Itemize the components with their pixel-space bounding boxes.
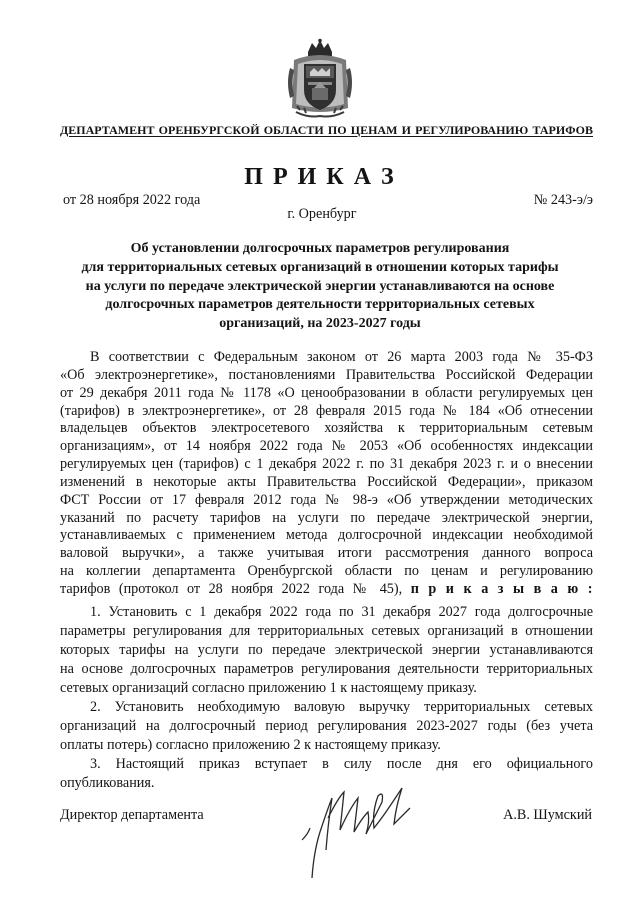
preamble-last-text: тарифов (протокол от 28 ноября 2022 года № 45),: [60, 580, 403, 597]
document-number: № 243-э/э: [533, 192, 593, 208]
preamble-line: на коллегии департамента Оренбургской области по ценам и регулированию: [60, 563, 593, 580]
preamble-line: владельцев объектов электросетевого хозяйства к территориальным сетевым: [60, 420, 593, 437]
order-item-line: 2. Установить необходимую валовую выручку территориальных сетевых: [90, 699, 593, 715]
document-type-heading: П Р И К А З: [244, 164, 396, 190]
order-item-line: параметры регулирования для территориальных сетевых организаций в отношении: [60, 623, 593, 639]
order-item-line: 1. Установить с 1 декабря 2022 года по 31 декабря 2027 года долгосрочные: [90, 604, 593, 620]
preamble-line: устанавливаемых с применением метода долгосрочной индексации необходимой: [60, 527, 593, 544]
coat-of-arms-icon: [284, 38, 356, 120]
order-item-line: опубликования.: [60, 775, 155, 791]
title-line: организаций, на 2023-2027 годы: [219, 316, 421, 331]
signatory-position: Директор департамента: [60, 807, 204, 823]
order-item-line: 3. Настоящий приказ вступает в силу после дня его официального: [90, 756, 593, 772]
preamble-line: изменений в некоторые акты Правительства Российской Федерации», приказом: [60, 473, 593, 490]
department-header: ДЕПАРТАМЕНТ ОРЕНБУРГСКОЙ ОБЛАСТИ ПО ЦЕНАМ И РЕГУЛИРОВАНИЮ ТАРИФОВ: [60, 123, 593, 137]
document-date: от 28 ноября 2022 года: [63, 192, 201, 208]
preamble-line: (тарифов) в электроэнергетике», от 28 февраля 2015 года № 184 «Об отнесении: [60, 402, 593, 419]
order-item: [60, 698, 593, 755]
order-items: [60, 603, 593, 793]
handwritten-signature: [298, 778, 422, 882]
preamble-line: организациям», от 14 ноября 2022 года № 2053 «Об особенностях индексации: [60, 438, 593, 455]
order-item-line: сетевых организаций согласно приложению 1 к настоящему приказу.: [60, 680, 477, 696]
title-line: на услуги по передаче электрической энергии устанавливаются на основе: [85, 278, 555, 294]
title-line: Об установлении долгосрочных параметров регулирования: [130, 241, 510, 256]
document-title: [40, 240, 600, 334]
preamble-line: «Об электроэнергетике», постановлениями Правительства Российской Федерации: [60, 366, 593, 383]
signatory-name: А.В. Шумский: [503, 807, 592, 823]
order-item: [60, 603, 593, 698]
preamble-last-line: [60, 581, 593, 599]
preamble-line: ФСТ России от 17 февраля 2012 года № 98-э «Об утверждении методических: [60, 491, 593, 508]
preamble-line: от 29 декабря 2011 года № 1178 «О ценообразовании в области регулируемых цен: [60, 384, 593, 401]
order-item-line: организаций на долгосрочный период регулирования 2023-2027 годы (без учета: [60, 718, 593, 734]
order-item-line: которых тарифы на услуги по передаче электрической энергии устанавливаются: [60, 642, 593, 658]
preamble-paragraph: [60, 349, 593, 599]
order-item-line: оплаты потерь) согласно приложению 2 к настоящему приказу.: [60, 737, 441, 753]
resolution-word: п р и к а з ы в а ю :: [410, 580, 594, 597]
preamble-line: регулируемых цен (тарифов) с 1 декабря 2022 г. по 31 декабря 2023 г. и о внесении: [60, 456, 593, 473]
title-line: для территориальных сетевых организаций в отношении которых тарифы: [81, 259, 559, 275]
preamble-line: В соответствии с Федеральным законом от 26 марта 2003 года № 35-ФЗ: [90, 349, 593, 365]
preamble-line: указаний по расчету тарифов на услуги по передаче электрической энергии,: [60, 509, 593, 526]
title-line: долгосрочных параметров деятельности территориальных сетевых: [105, 297, 535, 313]
preamble-line: валовой выручки», а также учитывая итоги рассмотрения данного вопроса: [60, 545, 593, 562]
document-city: г. Оренбург: [287, 206, 357, 222]
order-item-line: на основе долгосрочных параметров регулирования деятельности территориальных: [60, 661, 593, 677]
